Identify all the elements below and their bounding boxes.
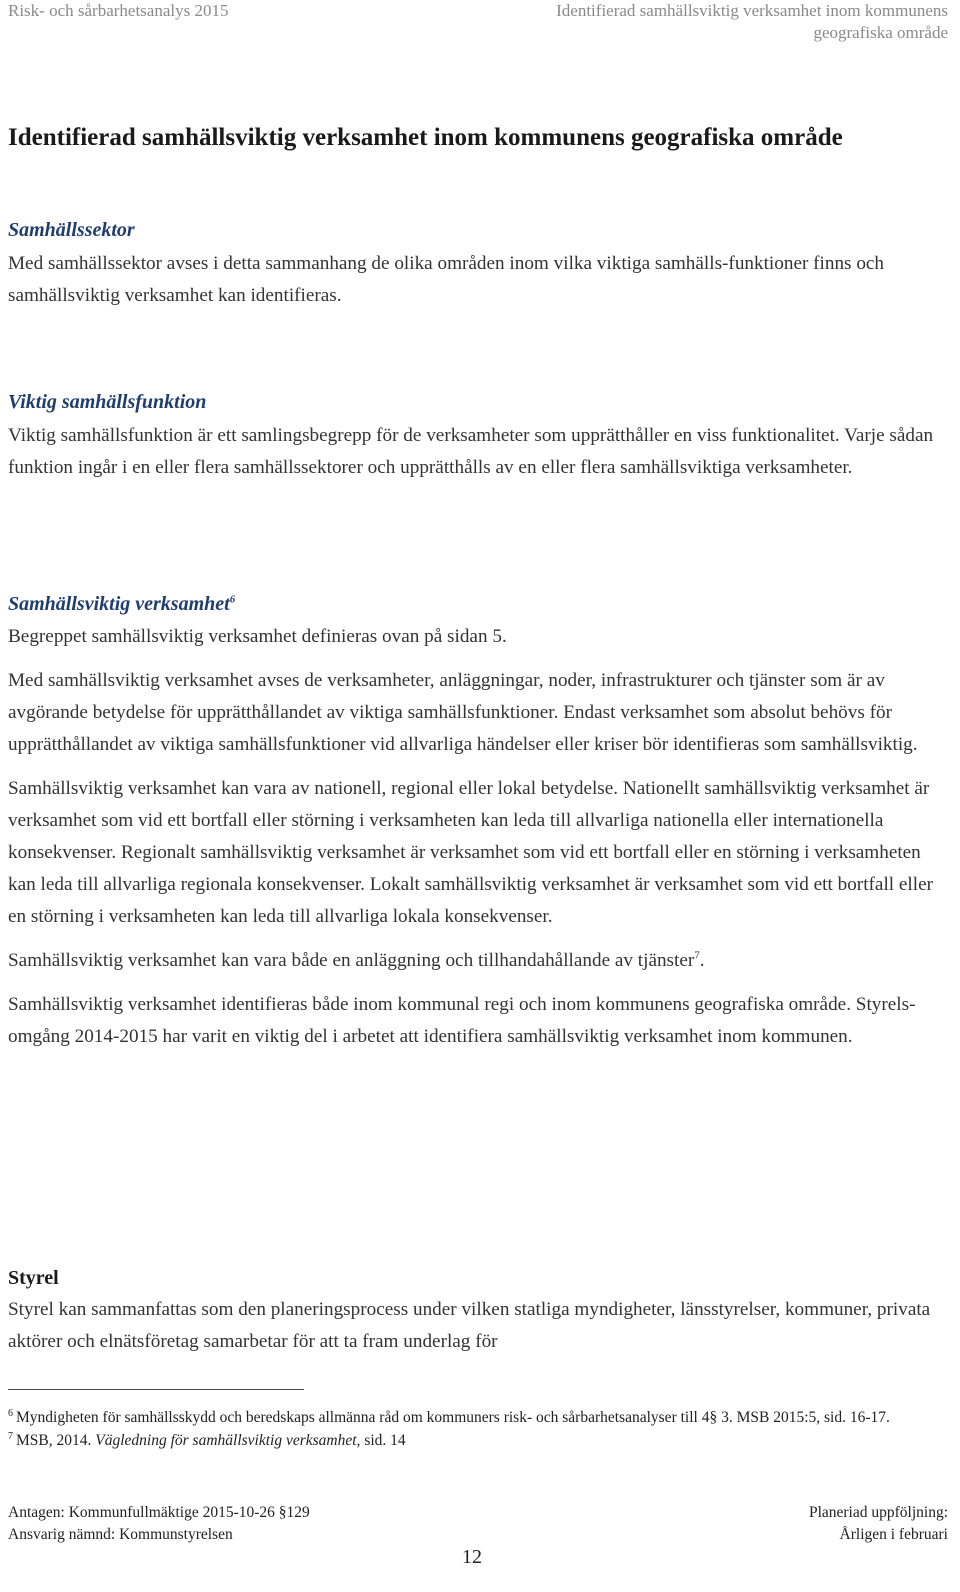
page-number: 12: [462, 1546, 482, 1568]
footnote-7-number: 7: [8, 1430, 13, 1442]
page-title: [8, 120, 928, 156]
section-samhallsviktig-verksamhet: [8, 591, 948, 1053]
footer-followup-label: Planeriad uppföljning:: [808, 1504, 948, 1521]
running-header-right-line1: Identifierad samhällsviktig verksamhet inom kommunens: [556, 1, 948, 20]
footnote-6: [8, 1406, 948, 1429]
paragraph-meaning: Med samhällsviktig verksamhet avses de verksamheter, anläggningar, noder, infrastrukturer och tjänster som är av avgörande betydelse för upprätthållandet av viktiga samhällsfunktioner. Endast verksamhet som absolut behövs för upprätthållandet av viktiga samhällsfunktioner vid allvarliga händelser eller kriser bör identifieras som samhällsviktig.: [8, 670, 918, 755]
section-text-styrel: Styrel kan sammanfattas som den planeringsprocess under vilken statliga myndigheter, länsstyrelser, kommuner, privata aktörer och elnätsföretag samarbetar för att ta fram underlag för: [8, 1299, 931, 1352]
running-header-right-line2: geografiska område: [813, 23, 948, 42]
footnote-separator: [8, 1389, 304, 1390]
running-header-right: [556, 0, 948, 44]
footnote-ref-6[interactable]: 6: [229, 593, 236, 606]
page-title-text: Identifierad samhällsviktig verksamhet inom kommunens geografiska område: [8, 124, 843, 151]
paragraph-identification: Samhällsviktig verksamhet identifieras både inom kommunal regi och inom kommunens geografiska område. Styrels-omgång 2014-2015 har varit en viktig del i arbetet att identifiera samhällsviktig verksamhet inom kommunen.: [8, 994, 916, 1047]
footnote-6-text: Myndigheten för samhällsskydd och beredskaps allmänna råd om kommuners risk- och sårbarhetsanalyser till 4§ 3. MSB 2015:5, sid. 16-17.: [16, 1409, 890, 1426]
footnote-7: [8, 1429, 948, 1452]
paragraph-levels: Samhällsviktig verksamhet kan vara av nationell, regional eller lokal betydelse. Nationellt samhällsviktig verksamhet är verksamhet som vid ett bortfall eller störning i verksamheten kan leda till allvarliga nationella eller internationella konsekvenser. Regionalt samhällsviktig verksamhet är verksamhet som vid ett bortfall eller en störning i verksamheten kan leda till allvarliga regionala konsekvenser. Lokalt samhällsviktig verksamhet är verksamhet som vid ett bortfall eller en störning i verksamheten kan leda till allvarliga lokala konsekvenser.: [8, 778, 933, 927]
footnote-7-prefix: MSB, 2014.: [16, 1432, 96, 1449]
footer-right: [809, 1502, 948, 1546]
footnote-6-number: 6: [8, 1407, 13, 1419]
section-heading-samhallsviktig-text: Samhällsviktig verksamhet: [8, 593, 230, 615]
footnote-7-suffix: sid. 14: [360, 1432, 406, 1449]
footer-adopted: Antagen: Kommunfullmäktige 2015-10-26 §129: [8, 1504, 310, 1521]
footer-responsible: Ansvarig nämnd: Kommunstyrelsen: [8, 1526, 233, 1543]
footer-left: [8, 1502, 310, 1546]
footnote-7-title: Vägledning för samhällsviktig verksamhet,: [95, 1432, 361, 1449]
footnote-ref-7[interactable]: 7: [694, 949, 700, 962]
section-heading-samhallsviktig: [8, 591, 948, 617]
paragraph-definition: Begreppet samhällsviktig verksamhet definieras ovan på sidan 5.: [8, 626, 507, 647]
section-viktig-samhallsfunktion: [8, 389, 948, 484]
section-styrel: [8, 1264, 948, 1358]
section-text-samhallssektor: Med samhällssektor avses i detta sammanhang de olika områden inom vilka viktiga samhälls-funktioner finns och samhällsviktig verksamhet kan identifieras.: [8, 253, 885, 306]
running-header-left: Risk- och sårbarhetsanalys 2015: [8, 1, 229, 20]
section-heading-samhallssektor: Samhällssektor: [8, 219, 135, 241]
section-text-viktig: Viktig samhällsfunktion är ett samlingsbegrepp för de verksamheter som upprätthåller en viss funktionalitet. Varje sådan funktion ingår i en eller flera samhällssektorer och upprätthålls av en eller flera samhällsviktiga verksamheter.: [8, 425, 934, 478]
paragraph-forms-text: Samhällsviktig verksamhet kan vara både en anläggning och tillhandahållande av tjänster: [8, 950, 695, 971]
paragraph-forms-end: .: [699, 950, 705, 971]
section-heading-styrel: Styrel: [8, 1267, 59, 1289]
section-heading-viktig: Viktig samhällsfunktion: [8, 391, 207, 413]
section-samhallssektor: [8, 217, 948, 312]
footer-followup-value: Årligen i februari: [839, 1526, 948, 1543]
footnotes: [8, 1406, 948, 1452]
paragraph-forms: [8, 945, 948, 977]
